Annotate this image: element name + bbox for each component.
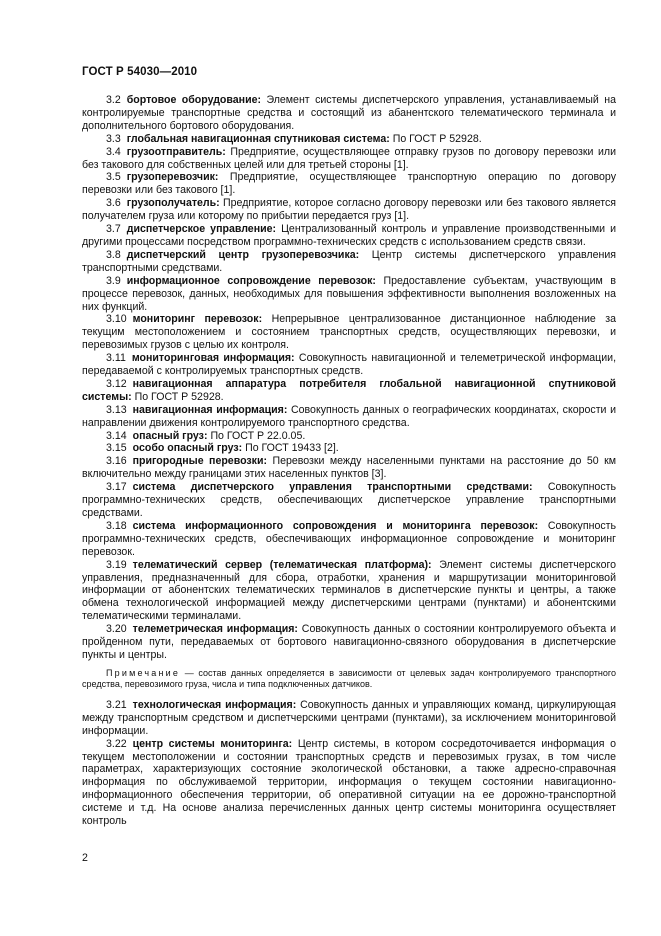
definition-text: Предприятие, которое согласно договору перевозки или без такового является получателем груза или которому по прибытии передается груз [1]. xyxy=(82,197,617,223)
clause-number: 3.19 xyxy=(106,558,127,571)
definition-text: Предприятие, осуществляющее транспортную операцию по договору перевозки или без такового [1]. xyxy=(82,171,616,197)
clause-number: 3.10 xyxy=(106,313,127,326)
term: технологическая информация: xyxy=(132,698,297,711)
clause-number: 3.16 xyxy=(106,455,127,468)
definition-text: По ГОСТ 19433 [2]. xyxy=(245,442,339,455)
definition-text: Предприятие, осуществляющее отправку грузов по договору перевозки или без такового для собственных целей или для третьей стороны [1]. xyxy=(82,145,616,171)
definition-text: Совокупность данных о географических координатах, скорости и направлении движения контролируемого транспортного средства. xyxy=(82,403,616,429)
definition-paragraph xyxy=(82,442,616,455)
clause-number: 3.6 xyxy=(106,197,121,210)
definition-paragraph xyxy=(82,94,616,133)
definition-paragraph xyxy=(82,623,616,662)
definition-text: По ГОСТ Р 52928. xyxy=(392,132,482,145)
term: мониторинговая информация: xyxy=(131,352,295,365)
term: глобальная навигационная спутниковая система: xyxy=(126,132,390,145)
clause-number: 3.20 xyxy=(106,623,127,636)
definition-text: По ГОСТ Р 22.0.05. xyxy=(210,429,306,442)
definition-paragraph xyxy=(82,275,616,314)
clause-number: 3.8 xyxy=(106,248,121,261)
definition-text: Совокупность программно-технических средств, обеспечивающих информационное сопровождение и мониторинг перевозок. xyxy=(82,519,616,558)
definition-paragraph xyxy=(82,430,616,443)
clause-number: 3.3 xyxy=(106,132,121,145)
term: мониторинг перевозок: xyxy=(132,313,263,326)
clause-number: 3.11 xyxy=(106,352,126,365)
term: центр системы мониторинга: xyxy=(132,737,293,750)
definition-text: Совокупность навигационной и телеметрической информации, передаваемой с контролируемых транспортных средств. xyxy=(82,352,617,378)
term: система диспетчерского управления транспортными средствами: xyxy=(132,481,533,494)
clause-number: 3.13 xyxy=(106,403,127,416)
note-text: — состав данных определяется в зависимости от целевых задач контролируемого транспортного средства, перевозимого груза, числа и типа подключенных датчиков. xyxy=(82,667,616,690)
definition-text: Непрерывное централизованное дистанционное наблюдение за текущим местоположением и состоянием транспортных средств, осуществляющих перевозки, и перевозимых грузов с целью их контроля. xyxy=(82,313,617,352)
definition-paragraph xyxy=(82,197,616,223)
definition-paragraph xyxy=(82,223,616,249)
definition-text: Централизованный контроль и управление производственными и другими процессами посредством программно-технических средств с использованием средств связи. xyxy=(82,223,617,248)
clause-number: 3.17 xyxy=(106,481,127,494)
clause-number: 3.18 xyxy=(106,519,127,532)
clause-number: 3.2 xyxy=(106,94,121,106)
definition-paragraph xyxy=(82,249,616,275)
definition-text: Элемент системы диспетчерского управления, устанавливаемый на контролируемые транспортные средства и состоящий из абанентского телематического терминала и дополнительного бортового оборудования. xyxy=(82,94,617,132)
definition-text: Совокупность данных о состоянии контролируемого объекта и пройденном пути, передаваемых от бортового навигационно-связного оборудования в диспетчерские пункты и центры. xyxy=(82,623,617,661)
clause-number: 3.15 xyxy=(106,442,127,455)
page-number: 2 xyxy=(82,852,88,864)
term: информационное сопровождение перевозок: xyxy=(126,274,376,287)
definition-text: Элемент системы диспетчерского управления, предназначенный для сбора, отработки, хранения и маршрутизации мониторинговой информации от абонентских телематических терминалов в диспетчерские пункты и центры, а также обмена технологической информацией между диспетчерскими центрами (пунктами) и абонентскими телематическими терминалами. xyxy=(82,558,616,623)
note-label: Примечание xyxy=(106,667,181,678)
definition-paragraph xyxy=(82,146,616,172)
term: грузоперевозчик: xyxy=(126,171,219,184)
term: система информационного сопровождения и мониторинга перевозок: xyxy=(132,519,539,532)
definition-paragraph xyxy=(82,171,616,197)
term: грузополучатель: xyxy=(126,197,220,210)
document-header: ГОСТ Р 54030—2010 xyxy=(82,66,198,78)
definition-paragraph xyxy=(82,520,616,559)
term: особо опасный груз: xyxy=(132,442,243,455)
definition-paragraph xyxy=(82,378,616,404)
definition-paragraph xyxy=(82,313,616,352)
clause-number: 3.7 xyxy=(106,223,121,236)
clause-number: 3.21 xyxy=(106,698,127,711)
term: диспетчерский центр грузоперевозчика: xyxy=(126,248,360,261)
definition-text: Центр системы диспетчерского управления транспортными средствами. xyxy=(82,248,616,274)
clause-number: 3.14 xyxy=(106,429,127,442)
definition-paragraph xyxy=(82,133,616,146)
definition-text: Совокупность программно-технических средств, обеспечивающих диспетчерское управление транспортными средствами. xyxy=(82,481,616,519)
clause-number: 3.9 xyxy=(106,274,121,287)
clause-number: 3.4 xyxy=(106,145,121,158)
clause-number: 3.5 xyxy=(106,171,121,184)
definition-text: По ГОСТ Р 52928. xyxy=(134,390,224,403)
definition-paragraph xyxy=(82,352,616,378)
document-body xyxy=(82,94,616,828)
definition-paragraph xyxy=(82,559,616,624)
definition-text: Перевозки между населенными пунктами на расстояние до 50 км включительно между границами этих населенных пунктов [3]. xyxy=(82,455,616,481)
term: навигационная информация: xyxy=(132,403,288,416)
term: диспетчерское управление: xyxy=(126,223,277,236)
clause-number: 3.22 xyxy=(106,737,127,750)
term: телеметрическая информация: xyxy=(132,623,298,636)
definition-paragraph xyxy=(82,481,616,520)
definition-paragraph xyxy=(82,738,616,828)
term: опасный груз: xyxy=(132,429,208,442)
note xyxy=(82,668,616,691)
definition-paragraph xyxy=(82,455,616,481)
term: бортовое оборудование: xyxy=(126,94,261,106)
definition-paragraph xyxy=(82,699,616,738)
definition-text: Совокупность данных и управляющих команд, циркулирующая между транспортным средством и диспетчерскими центрами (пунктами), за исключением мониторинговой информации. xyxy=(82,698,617,737)
term: пригородные перевозки: xyxy=(132,455,268,468)
clause-number: 3.12 xyxy=(106,377,127,390)
definition-paragraph xyxy=(82,404,616,430)
definition-text: Предоставление субъектам, участвующим в процессе перевозок, данных, необходимых для повышения эффективности выполнения возложенных на них функций. xyxy=(82,274,616,313)
definition-text: Центр системы, в котором сосредоточивается информация о текущем местоположении и состоянии транспортных средств и перевозимых грузах, в том числе параметрах, характеризующих состояние экологической обстановки, а также адресно-справочная информация по обслуживаемой территории, информация о текущем состоянии навигационно-информационного обеспечения территории, об оперативной ситуации на ее дорожно-транспортной системе и т.д. На основе анализа перечисленных данных центр системы мониторинга осуществляет контроль xyxy=(82,737,616,828)
term: грузоотправитель: xyxy=(126,145,226,158)
term: навигационная аппаратура потребителя глобальной навигационной спутниковой системы: xyxy=(82,377,616,403)
term: телематический сервер (телематическая платформа): xyxy=(132,558,432,571)
